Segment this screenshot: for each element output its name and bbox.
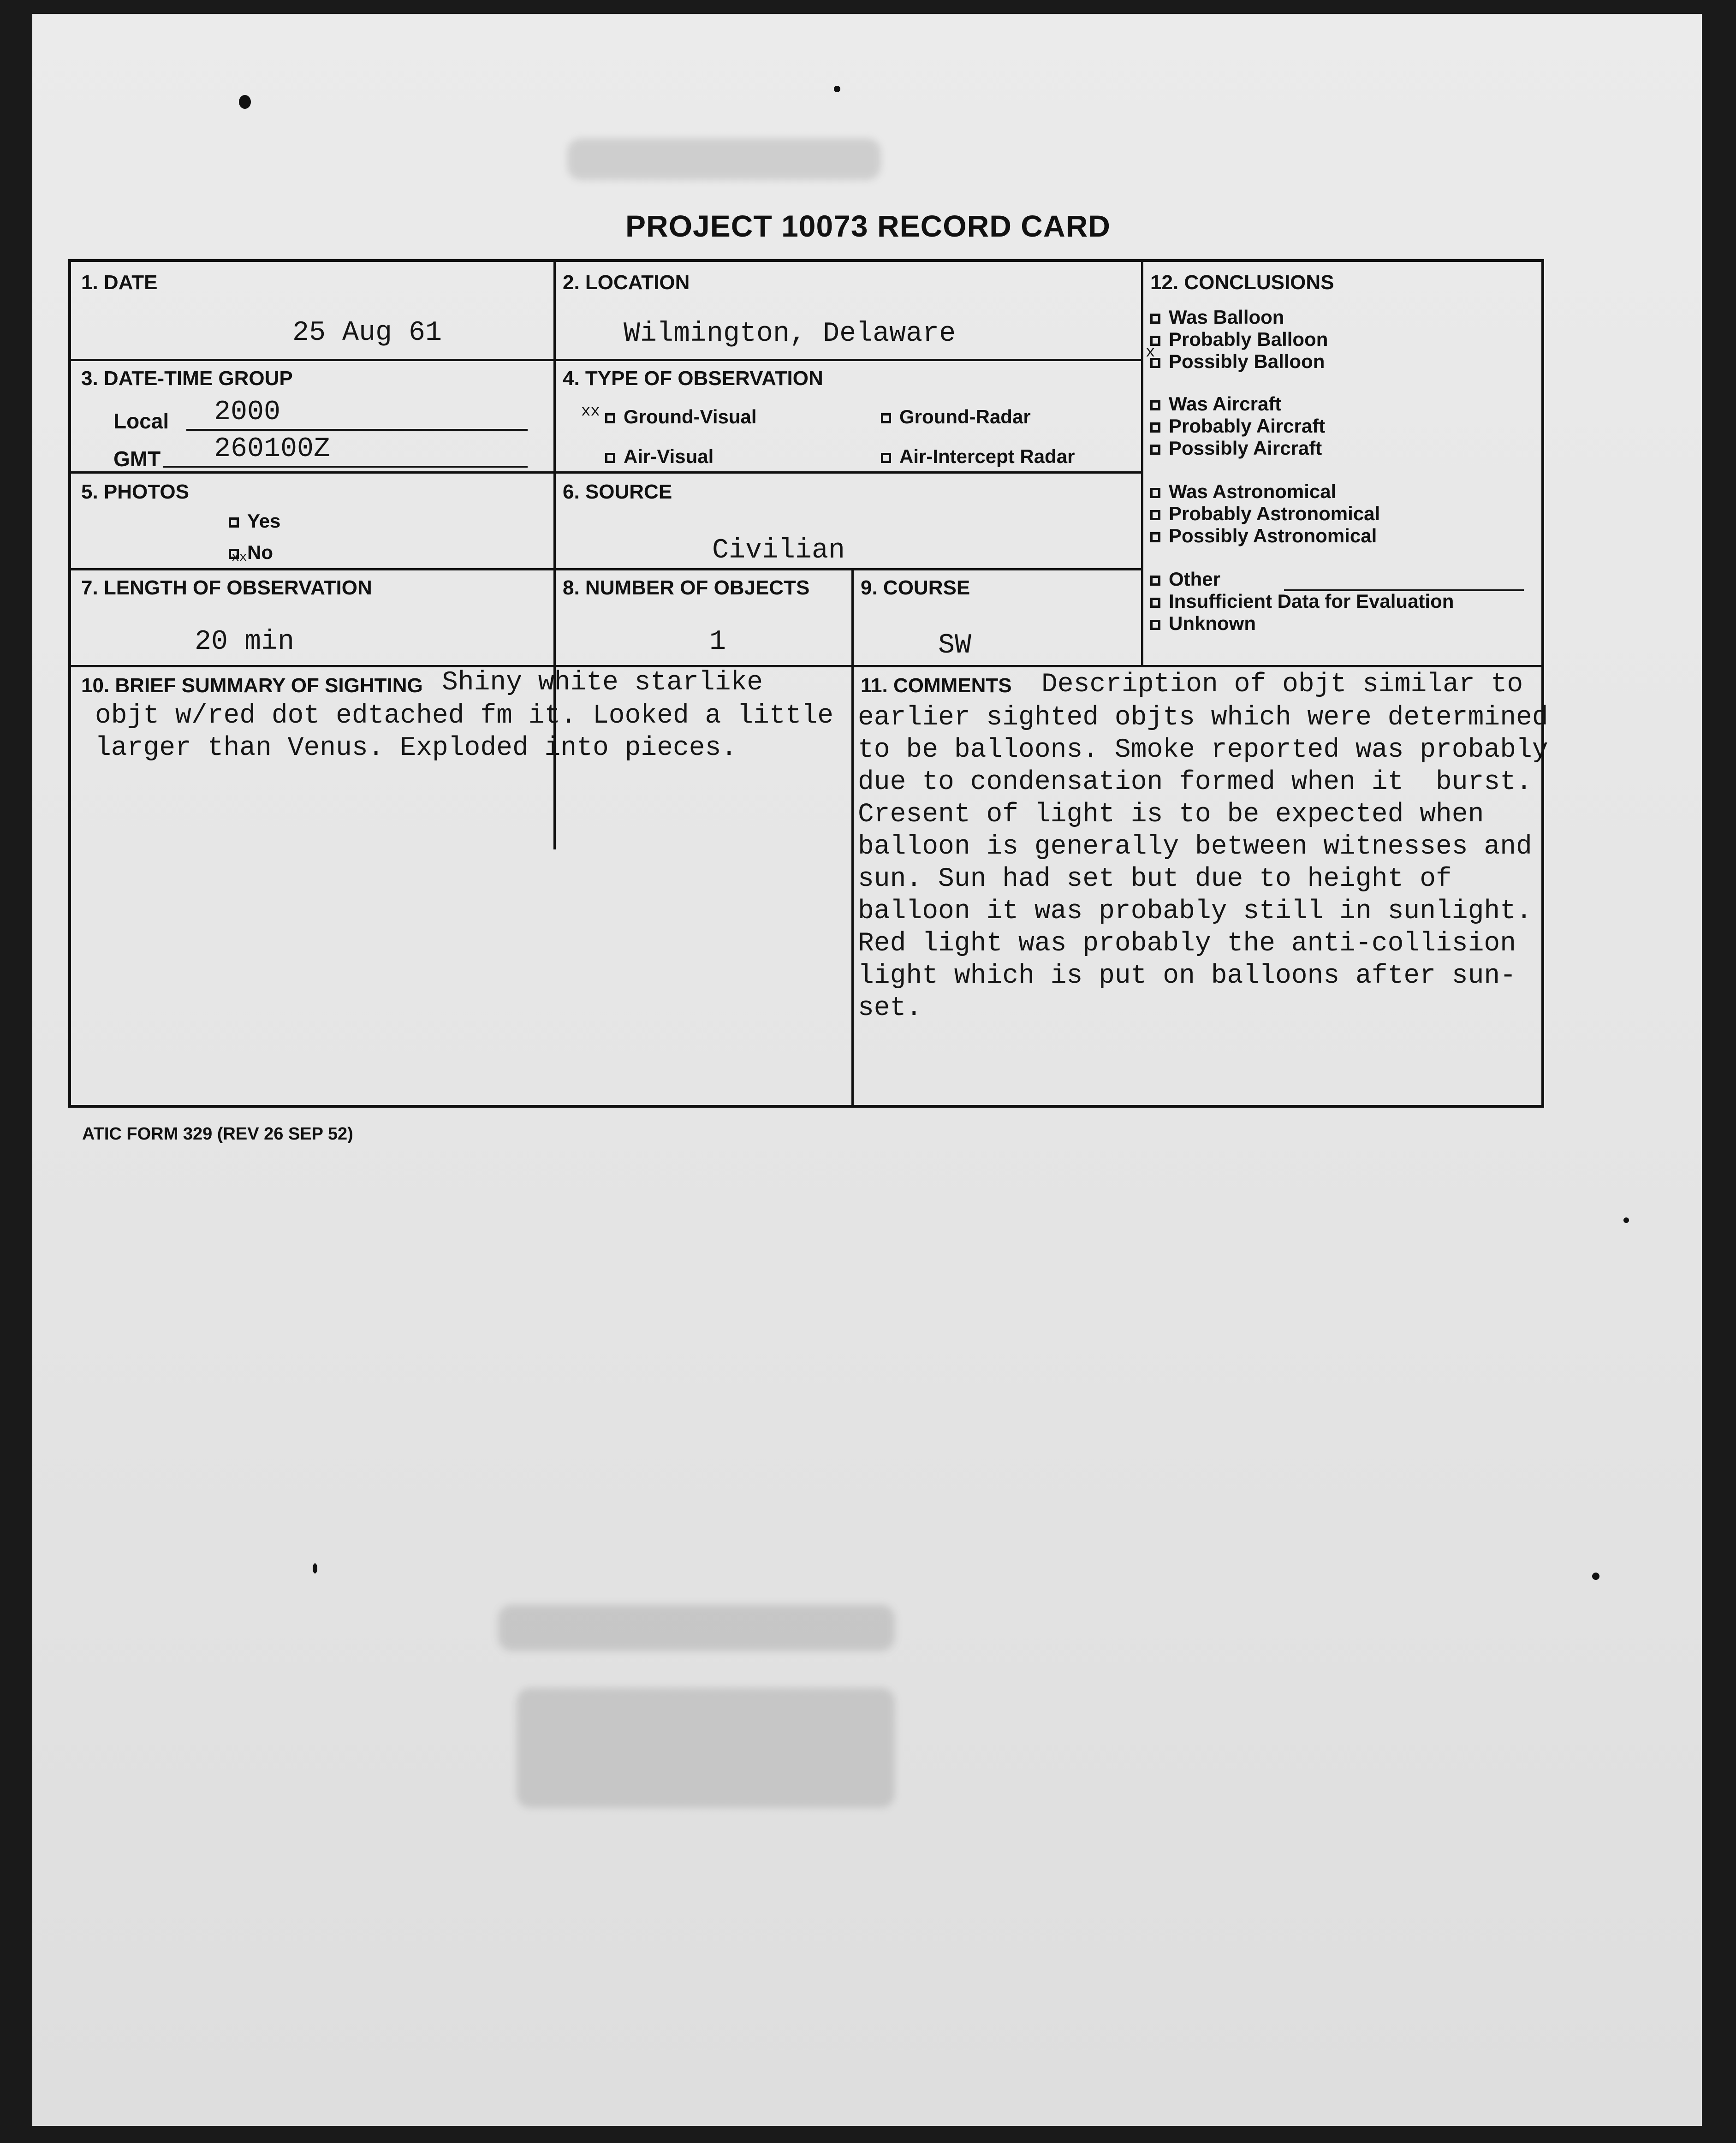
conclusion-other[interactable]: Other bbox=[1150, 568, 1220, 590]
grid-line bbox=[71, 568, 1141, 570]
dtg-local-label: Local bbox=[113, 409, 169, 433]
checkbox-icon bbox=[1150, 598, 1160, 608]
comments-line: earlier sighted objts which were determined bbox=[858, 703, 1548, 733]
conclusion-was-balloon[interactable]: Was Balloon bbox=[1150, 306, 1284, 328]
comments-line: balloon it was probably still in sunlight. bbox=[858, 896, 1532, 926]
comments-line: sun. Sun had set but due to height of bbox=[858, 864, 1452, 894]
checkbox-icon bbox=[1150, 445, 1160, 455]
comments-line: balloon is generally between witnesses and bbox=[858, 832, 1532, 862]
dtg-local-value: 2000 bbox=[214, 397, 281, 428]
observation-type-label: 4. TYPE OF OBSERVATION bbox=[563, 367, 823, 390]
checkbox-icon bbox=[881, 413, 891, 423]
check-mark: x bbox=[1146, 344, 1155, 362]
comments-line: to be balloons. Smoke reported was probably bbox=[858, 735, 1548, 765]
bleed-through-signature bbox=[498, 1605, 895, 1651]
course-label: 9. COURSE bbox=[861, 576, 970, 599]
observation-option-ground-radar[interactable]: Ground-Radar bbox=[881, 406, 1031, 428]
checkbox-icon bbox=[1150, 422, 1160, 433]
check-mark: xx bbox=[581, 403, 600, 421]
conclusion-possibly-aircraft[interactable]: Possibly Aircraft bbox=[1150, 437, 1322, 459]
underline bbox=[186, 429, 528, 431]
conclusion-possibly-astronomical[interactable]: Possibly Astronomical bbox=[1150, 525, 1377, 547]
summary-line: larger than Venus. Exploded into pieces. bbox=[95, 733, 737, 763]
grid-line bbox=[71, 471, 1141, 474]
film-speck bbox=[313, 1563, 317, 1573]
grid-line bbox=[851, 568, 854, 1108]
comments-label: 11. COMMENTS bbox=[861, 674, 1012, 697]
photos-label: 5. PHOTOS bbox=[81, 481, 189, 503]
comments-line: Cresent of light is to be expected when bbox=[858, 800, 1484, 830]
location-value: Wilmington, Delaware bbox=[624, 318, 956, 350]
objects-value: 1 bbox=[709, 626, 726, 658]
checkbox-icon bbox=[1150, 400, 1160, 410]
conclusions-label: 12. CONCLUSIONS bbox=[1150, 271, 1334, 294]
comments-line: light which is put on balloons after sun- bbox=[858, 961, 1516, 991]
dtg-gmt-label: GMT bbox=[113, 447, 161, 471]
summary-label: 10. BRIEF SUMMARY OF SIGHTING bbox=[81, 674, 423, 697]
underline bbox=[163, 466, 528, 468]
summary-line: objt w/red dot edtached fm it. Looked a little bbox=[95, 701, 834, 731]
dtg-gmt-value: 260100Z bbox=[214, 433, 331, 465]
checkbox-icon bbox=[1150, 620, 1160, 630]
comments-line: set. bbox=[858, 993, 922, 1023]
check-mark: xx bbox=[232, 551, 247, 565]
conclusion-probably-balloon[interactable]: Probably Balloon bbox=[1150, 328, 1328, 350]
form-title: PROJECT 10073 RECORD CARD bbox=[625, 209, 1111, 243]
grid-line bbox=[71, 359, 1141, 361]
checkbox-icon bbox=[229, 517, 239, 528]
length-value: 20 min bbox=[195, 626, 295, 658]
observation-option-ground-visual[interactable]: Ground-Visual bbox=[605, 406, 757, 428]
checkbox-icon bbox=[1150, 510, 1160, 520]
conclusion-was-aircraft[interactable]: Was Aircraft bbox=[1150, 393, 1281, 415]
film-speck bbox=[834, 86, 840, 92]
date-value: 25 Aug 61 bbox=[292, 317, 442, 349]
checkbox-icon bbox=[605, 413, 615, 423]
checkbox-icon bbox=[605, 453, 615, 463]
date-label: 1. DATE bbox=[81, 271, 158, 294]
length-label: 7. LENGTH OF OBSERVATION bbox=[81, 576, 372, 599]
photos-option-no[interactable]: No bbox=[229, 541, 273, 564]
form-number-footer: ATIC FORM 329 (REV 26 SEP 52) bbox=[82, 1124, 353, 1144]
conclusion-possibly-balloon[interactable]: Possibly Balloon bbox=[1150, 350, 1325, 373]
location-label: 2. LOCATION bbox=[563, 271, 690, 294]
checkbox-icon bbox=[881, 453, 891, 463]
dtg-label: 3. DATE-TIME GROUP bbox=[81, 367, 293, 390]
objects-label: 8. NUMBER OF OBJECTS bbox=[563, 576, 810, 599]
conclusion-probably-aircraft[interactable]: Probably Aircraft bbox=[1150, 415, 1325, 437]
bleed-through-signature-block bbox=[517, 1688, 895, 1808]
bleed-through-stamp bbox=[567, 138, 881, 180]
checkbox-icon bbox=[1150, 488, 1160, 498]
film-speck bbox=[239, 95, 251, 109]
comments-first-line: Description of objt similar to bbox=[1041, 670, 1523, 700]
grid-line bbox=[71, 665, 1542, 667]
grid-line bbox=[1141, 262, 1143, 665]
record-card bbox=[68, 259, 1548, 1108]
course-value: SW bbox=[938, 630, 972, 661]
observation-option-air-visual[interactable]: Air-Visual bbox=[605, 445, 713, 468]
conclusion-was-astronomical[interactable]: Was Astronomical bbox=[1150, 481, 1336, 503]
comments-line: Red light was probably the anti-collision bbox=[858, 929, 1516, 959]
source-label: 6. SOURCE bbox=[563, 481, 672, 503]
summary-first-line: Shiny white starlike bbox=[442, 668, 763, 698]
conclusion-unknown[interactable]: Unknown bbox=[1150, 612, 1256, 635]
photos-option-yes[interactable]: Yes bbox=[229, 510, 280, 532]
film-speck bbox=[1623, 1217, 1629, 1223]
checkbox-icon bbox=[1150, 314, 1160, 324]
checkbox-icon bbox=[1150, 576, 1160, 586]
conclusion-insufficient-data[interactable]: Insufficient Data for Evaluation bbox=[1150, 590, 1454, 612]
checkbox-icon bbox=[1150, 532, 1160, 542]
comments-line: due to condensation formed when it burst. bbox=[858, 767, 1532, 797]
conclusion-probably-astronomical[interactable]: Probably Astronomical bbox=[1150, 503, 1380, 525]
film-speck bbox=[1592, 1573, 1599, 1580]
source-value: Civilian bbox=[712, 535, 845, 566]
observation-option-air-intercept-radar[interactable]: Air-Intercept Radar bbox=[881, 445, 1075, 468]
